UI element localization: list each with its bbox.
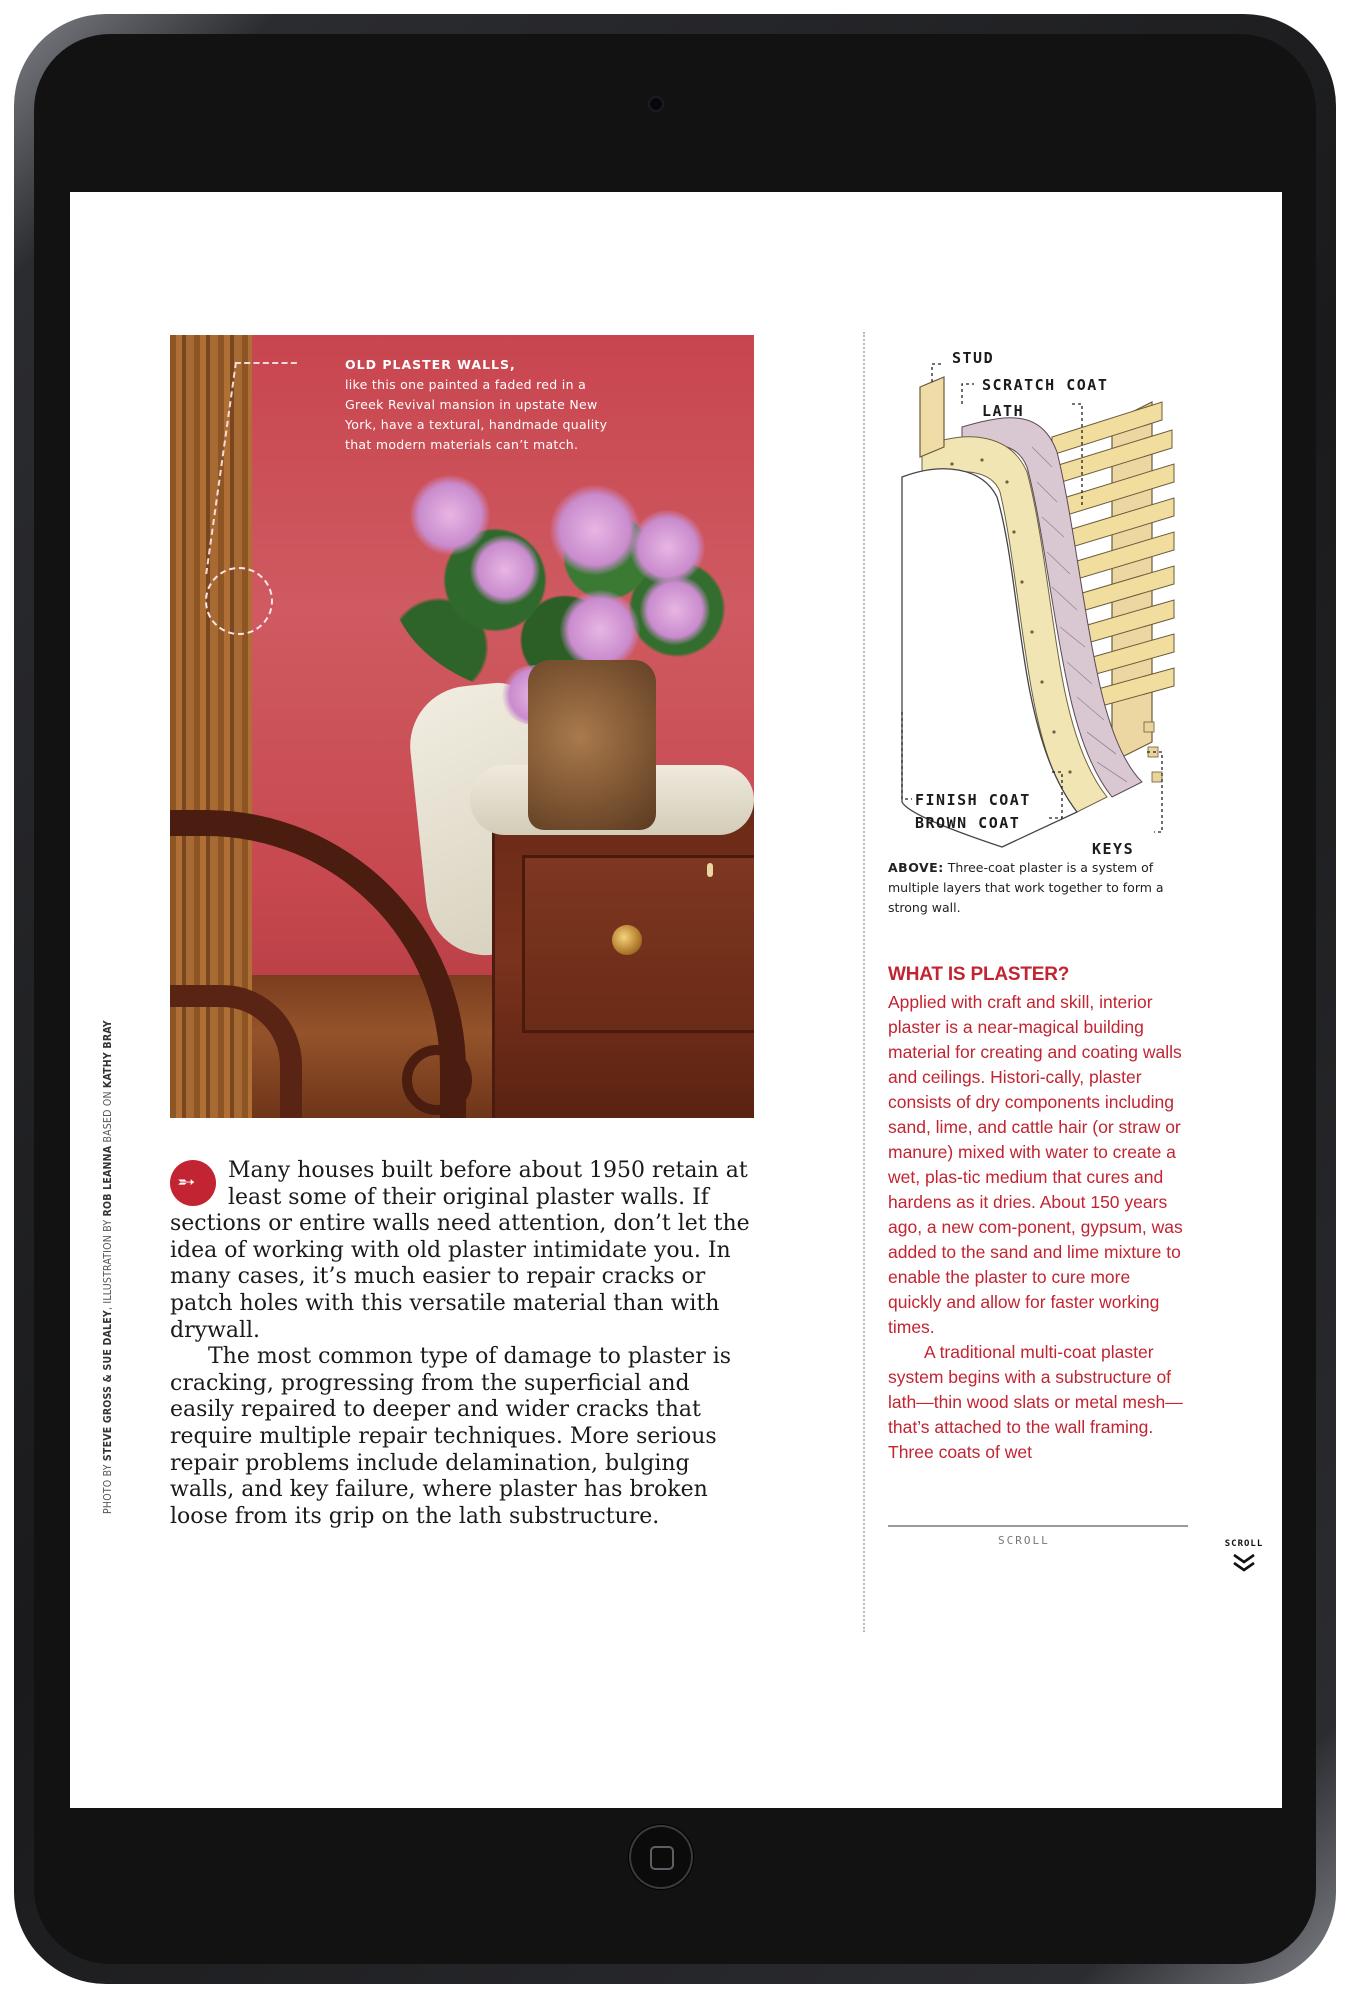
callout-heading: OLD PLASTER WALLS,	[345, 357, 516, 372]
sidebar-title: WHAT IS PLASTER?	[888, 964, 1070, 985]
photo-callout	[345, 355, 615, 455]
photo-bloom	[410, 475, 490, 555]
page-scroll-indicator[interactable]	[1222, 1539, 1266, 1573]
home-button[interactable]	[629, 1825, 693, 1889]
label-scratch-coat: SCRATCH COAT	[982, 376, 1109, 394]
camera-icon	[650, 98, 662, 110]
photo-bloom	[630, 510, 705, 585]
label-stud: STUD	[952, 349, 995, 367]
caption-text: Three-coat plaster is a system of multiple layers that work together to form a strong wall.	[888, 860, 1164, 915]
plaster-diagram	[882, 342, 1267, 867]
sidebar-scroll-rule	[888, 1525, 1188, 1527]
photo-knob	[612, 925, 642, 955]
sidebar-paragraph-2: A traditional multi-coat plaster system begins with a substructure of lath—thin wood slats or metal mesh—that’s attached to the wall framing. Three coats of wet	[888, 1342, 1183, 1462]
magazine-page	[70, 192, 1282, 1808]
credit-photo-prefix: PHOTO BY	[102, 1461, 114, 1514]
arrow-badge-icon: ➵	[170, 1160, 216, 1206]
article-paragraph-1: Many houses built before about 1950 retain at least some of their original plaster walls. If sections or entire walls need attention, don’t let the idea of working with old plaster intimidate you. In many cases, it’s much easier to repair cracks or patch holes with this versatile material than with drywall.	[170, 1158, 750, 1343]
diagram-caption	[888, 858, 1188, 918]
credit-photographers: STEVE GROSS & SUE DALEY	[102, 1310, 114, 1462]
sidebar-body[interactable]	[888, 990, 1188, 1515]
home-square-icon	[650, 1846, 674, 1870]
photo-bloom	[560, 590, 640, 670]
column-divider	[863, 332, 865, 1632]
sidebar-scroll-label[interactable]: SCROLL	[998, 1534, 1050, 1547]
photo-bloom	[550, 485, 640, 575]
sidebar-paragraph-1: Applied with craft and skill, interior plaster is a near-magical building material for creating and coating walls and ceilings. Histori-cally, plaster consists of dry components including sand, lime, and cattle hair (or straw or manure) mixed with water to create a wet, plas-tic medium that cures and hardens as it dries. About 150 years ago, a new com-ponent, gypsum, was added to the sand and lime mixture to enable the plaster to cure more quickly and allow for faster working times.	[888, 992, 1183, 1337]
caption-lead: ABOVE:	[888, 860, 944, 875]
callout-body: like this one painted a faded red in a Greek Revival mansion in upstate New York, have a textural, handmade quality that modern materials can’t match.	[345, 377, 608, 452]
credit-based-on: KATHY BRAY	[102, 1020, 114, 1089]
plaster-layers-illustration	[882, 342, 1267, 867]
photo-vase	[528, 660, 656, 830]
label-lath: LATH	[982, 402, 1025, 420]
label-finish-coat: FINISH COAT	[915, 791, 1031, 809]
photo-chair-scroll	[402, 1045, 472, 1115]
photo-bloom	[640, 575, 710, 645]
article-body	[170, 1158, 760, 1530]
photo-bloom	[470, 535, 540, 605]
credit-illustration-prefix: , ILLUSTRATION BY	[102, 1216, 114, 1311]
page-scroll-label: SCROLL	[1224, 1539, 1264, 1549]
article-paragraph-2: The most common type of damage to plaster is cracking, progressing from the superficial and easily repaired to deeper and wider cracks that require multiple repair techniques. More serious repair problems include delamination, bulging walls, and key failure, where plaster has broken loose from its grip on the lath substructure.	[170, 1344, 732, 1529]
callout-circle	[205, 567, 273, 635]
credit-illustrator: ROB LEANNA	[102, 1145, 114, 1217]
credit-based-prefix: BASED ON	[102, 1088, 114, 1146]
photo-credit	[102, 1020, 114, 1514]
double-chevron-down-icon	[1231, 1553, 1257, 1573]
label-brown-coat: BROWN COAT	[915, 814, 1021, 832]
photo-keyhole	[707, 863, 713, 877]
label-keys: KEYS	[1092, 840, 1135, 858]
